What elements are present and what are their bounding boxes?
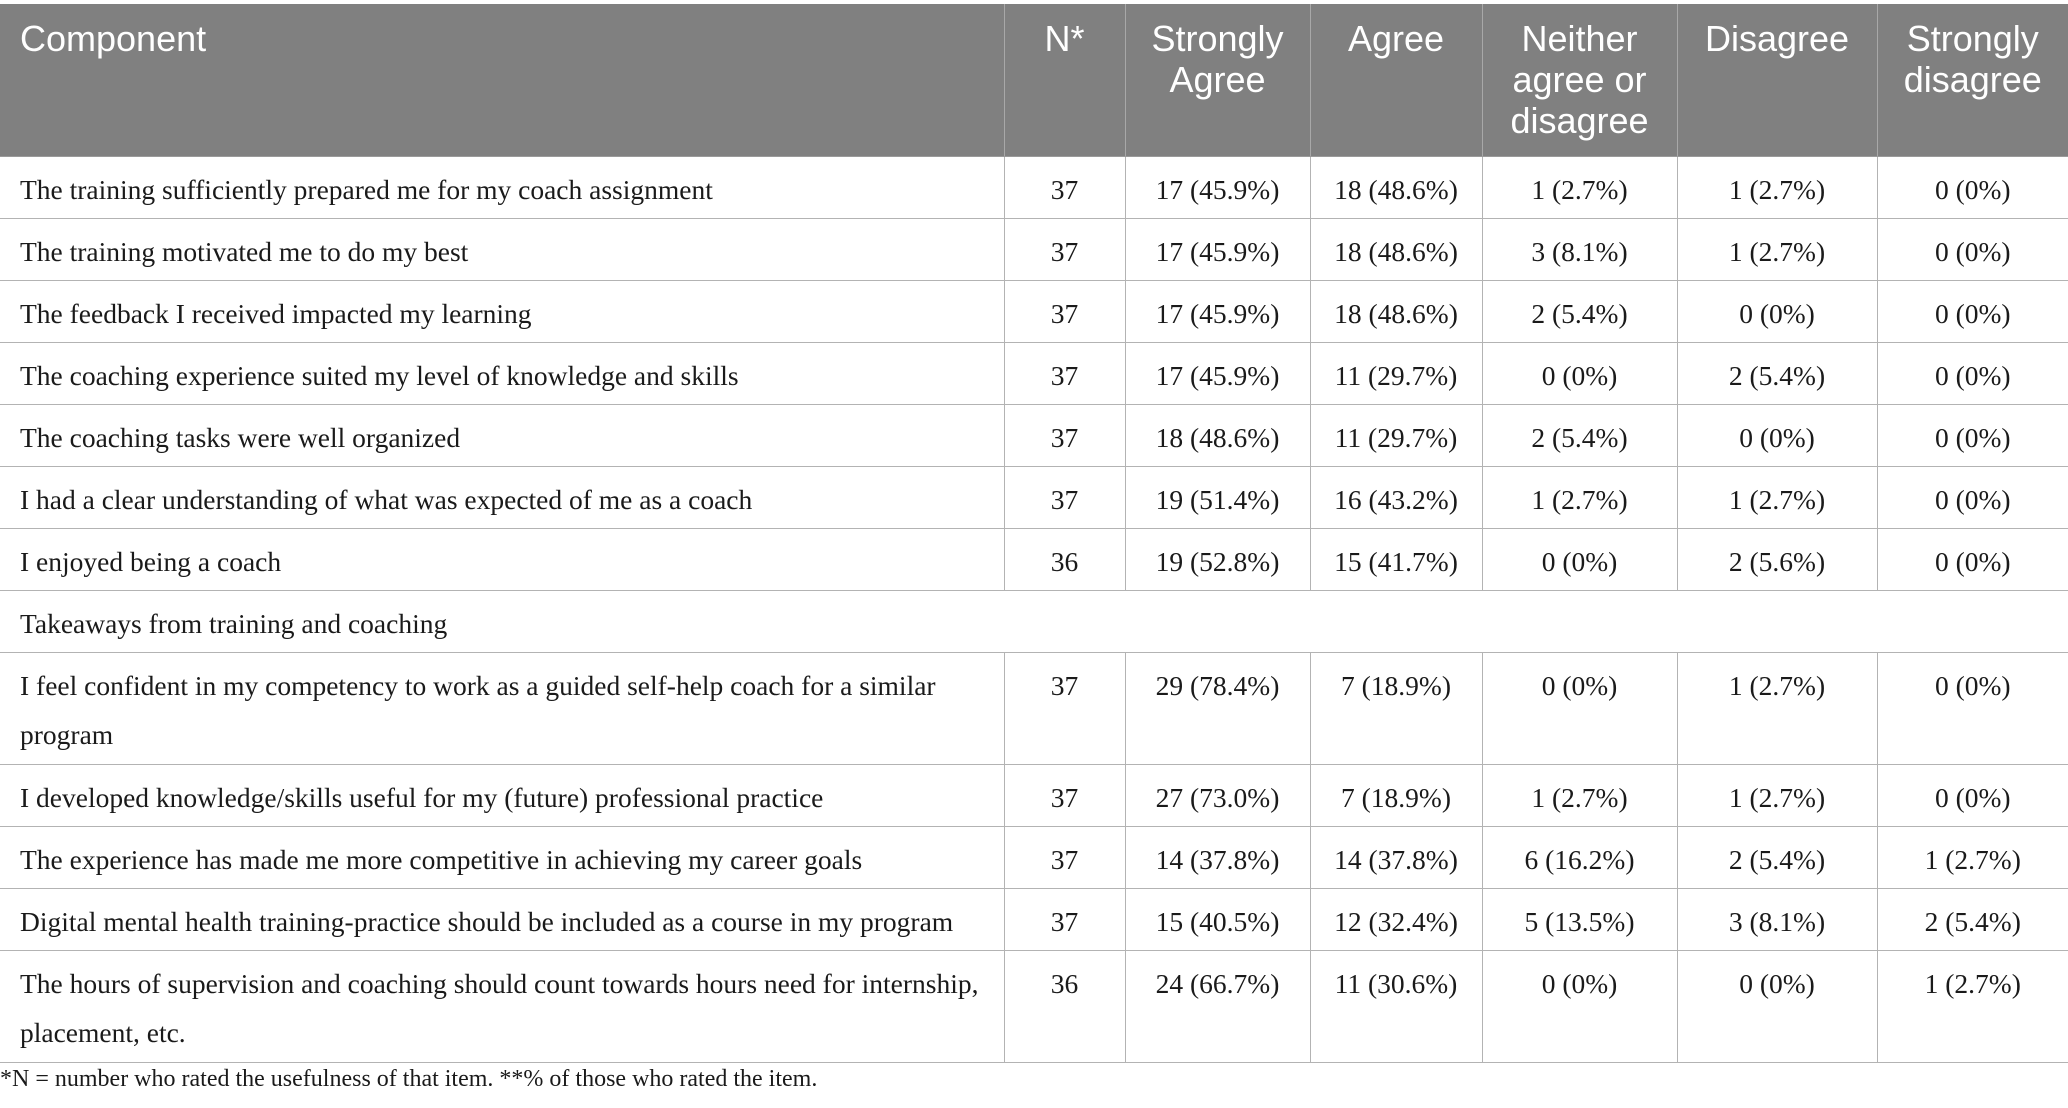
- cell-n: 36: [1004, 950, 1125, 1062]
- cell-n: 37: [1004, 466, 1125, 528]
- cell-agree: 11 (29.7%): [1310, 342, 1482, 404]
- cell-strongly-disagree: 0 (0%): [1877, 156, 2068, 218]
- cell-component: The training motivated me to do my best: [0, 218, 1004, 280]
- cell-agree: 16 (43.2%): [1310, 466, 1482, 528]
- cell-neither: 0 (0%): [1482, 950, 1677, 1062]
- header-row: [0, 4, 2068, 156]
- cell-agree: 18 (48.6%): [1310, 280, 1482, 342]
- cell-strongly-agree: 24 (66.7%): [1125, 950, 1310, 1062]
- cell-agree: 15 (41.7%): [1310, 528, 1482, 590]
- cell-strongly-disagree: 1 (2.7%): [1877, 826, 2068, 888]
- cell-component: The coaching tasks were well organized: [0, 404, 1004, 466]
- cell-agree: 7 (18.9%): [1310, 652, 1482, 764]
- cell-neither: 5 (13.5%): [1482, 888, 1677, 950]
- cell-strongly-agree: 27 (73.0%): [1125, 764, 1310, 826]
- cell-strongly-disagree: 0 (0%): [1877, 528, 2068, 590]
- header-disagree: Disagree: [1677, 4, 1877, 156]
- table-row: [0, 826, 2068, 888]
- cell-neither: 3 (8.1%): [1482, 218, 1677, 280]
- cell-neither: 1 (2.7%): [1482, 156, 1677, 218]
- cell-strongly-disagree: 0 (0%): [1877, 280, 2068, 342]
- cell-strongly-agree: 29 (78.4%): [1125, 652, 1310, 764]
- cell-disagree: 0 (0%): [1677, 280, 1877, 342]
- cell-strongly-disagree: 0 (0%): [1877, 342, 2068, 404]
- table-row: [0, 528, 2068, 590]
- cell-component: I had a clear understanding of what was expected of me as a coach: [0, 466, 1004, 528]
- table-row: [0, 950, 2068, 1062]
- cell-strongly-agree: 17 (45.9%): [1125, 342, 1310, 404]
- cell-strongly-agree: 15 (40.5%): [1125, 888, 1310, 950]
- cell-neither: 0 (0%): [1482, 652, 1677, 764]
- table-row: [0, 888, 2068, 950]
- cell-strongly-disagree: 0 (0%): [1877, 652, 2068, 764]
- cell-n: 37: [1004, 888, 1125, 950]
- cell-neither: 6 (16.2%): [1482, 826, 1677, 888]
- cell-component: The experience has made me more competitive in achieving my career goals: [0, 826, 1004, 888]
- table-row: [0, 652, 2068, 764]
- cell-n: 37: [1004, 404, 1125, 466]
- cell-n: 37: [1004, 280, 1125, 342]
- cell-strongly-agree: 17 (45.9%): [1125, 218, 1310, 280]
- table-row: [0, 404, 2068, 466]
- cell-agree: 11 (29.7%): [1310, 404, 1482, 466]
- cell-agree: 7 (18.9%): [1310, 764, 1482, 826]
- cell-disagree: 1 (2.7%): [1677, 764, 1877, 826]
- survey-results-table-container: [0, 4, 2068, 1063]
- table-row: [0, 280, 2068, 342]
- cell-disagree: 0 (0%): [1677, 950, 1877, 1062]
- cell-component: I feel confident in my competency to work as a guided self-help coach for a similar program: [0, 652, 1004, 764]
- cell-agree: 11 (30.6%): [1310, 950, 1482, 1062]
- cell-n: 37: [1004, 342, 1125, 404]
- section-row: [0, 590, 2068, 652]
- cell-n: 37: [1004, 764, 1125, 826]
- table-row: [0, 466, 2068, 528]
- cell-n: 37: [1004, 826, 1125, 888]
- cell-n: 37: [1004, 652, 1125, 764]
- table-footnote: *N = number who rated the usefulness of that item. **% of those who rated the item.: [0, 1066, 818, 1092]
- cell-n: 36: [1004, 528, 1125, 590]
- cell-neither: 1 (2.7%): [1482, 466, 1677, 528]
- survey-results-table: [0, 4, 2068, 1063]
- table-row: [0, 342, 2068, 404]
- cell-strongly-disagree: 0 (0%): [1877, 466, 2068, 528]
- cell-neither: 0 (0%): [1482, 528, 1677, 590]
- cell-component: The feedback I received impacted my learning: [0, 280, 1004, 342]
- cell-disagree: 2 (5.4%): [1677, 342, 1877, 404]
- cell-disagree: 0 (0%): [1677, 404, 1877, 466]
- cell-disagree: 1 (2.7%): [1677, 466, 1877, 528]
- header-agree: Agree: [1310, 4, 1482, 156]
- table-row: [0, 156, 2068, 218]
- cell-strongly-disagree: 2 (5.4%): [1877, 888, 2068, 950]
- cell-strongly-agree: 18 (48.6%): [1125, 404, 1310, 466]
- cell-neither: 2 (5.4%): [1482, 280, 1677, 342]
- header-strongly-agree: Strongly Agree: [1125, 4, 1310, 156]
- cell-component: The hours of supervision and coaching should count towards hours need for internship, placement, etc.: [0, 950, 1004, 1062]
- cell-strongly-agree: 17 (45.9%): [1125, 156, 1310, 218]
- section-label: Takeaways from training and coaching: [0, 590, 2068, 652]
- cell-disagree: 2 (5.6%): [1677, 528, 1877, 590]
- header-strongly-disagree: Strongly disagree: [1877, 4, 2068, 156]
- cell-strongly-disagree: 0 (0%): [1877, 218, 2068, 280]
- cell-strongly-disagree: 0 (0%): [1877, 764, 2068, 826]
- cell-n: 37: [1004, 156, 1125, 218]
- cell-strongly-agree: 19 (52.8%): [1125, 528, 1310, 590]
- cell-neither: 0 (0%): [1482, 342, 1677, 404]
- header-n: N*: [1004, 4, 1125, 156]
- header-component: Component: [0, 4, 1004, 156]
- cell-strongly-disagree: 1 (2.7%): [1877, 950, 2068, 1062]
- cell-disagree: 1 (2.7%): [1677, 652, 1877, 764]
- cell-component: The training sufficiently prepared me for my coach assignment: [0, 156, 1004, 218]
- table-row: [0, 764, 2068, 826]
- cell-agree: 18 (48.6%): [1310, 218, 1482, 280]
- cell-disagree: 1 (2.7%): [1677, 218, 1877, 280]
- cell-neither: 2 (5.4%): [1482, 404, 1677, 466]
- cell-agree: 18 (48.6%): [1310, 156, 1482, 218]
- cell-strongly-disagree: 0 (0%): [1877, 404, 2068, 466]
- cell-component: I enjoyed being a coach: [0, 528, 1004, 590]
- cell-agree: 12 (32.4%): [1310, 888, 1482, 950]
- cell-disagree: 1 (2.7%): [1677, 156, 1877, 218]
- cell-neither: 1 (2.7%): [1482, 764, 1677, 826]
- cell-strongly-agree: 14 (37.8%): [1125, 826, 1310, 888]
- table-row: [0, 218, 2068, 280]
- cell-component: I developed knowledge/skills useful for my (future) professional practice: [0, 764, 1004, 826]
- cell-agree: 14 (37.8%): [1310, 826, 1482, 888]
- cell-disagree: 2 (5.4%): [1677, 826, 1877, 888]
- cell-n: 37: [1004, 218, 1125, 280]
- header-neither: Neither agree or disagree: [1482, 4, 1677, 156]
- cell-strongly-agree: 17 (45.9%): [1125, 280, 1310, 342]
- cell-component: The coaching experience suited my level of knowledge and skills: [0, 342, 1004, 404]
- cell-strongly-agree: 19 (51.4%): [1125, 466, 1310, 528]
- cell-disagree: 3 (8.1%): [1677, 888, 1877, 950]
- cell-component: Digital mental health training-practice should be included as a course in my program: [0, 888, 1004, 950]
